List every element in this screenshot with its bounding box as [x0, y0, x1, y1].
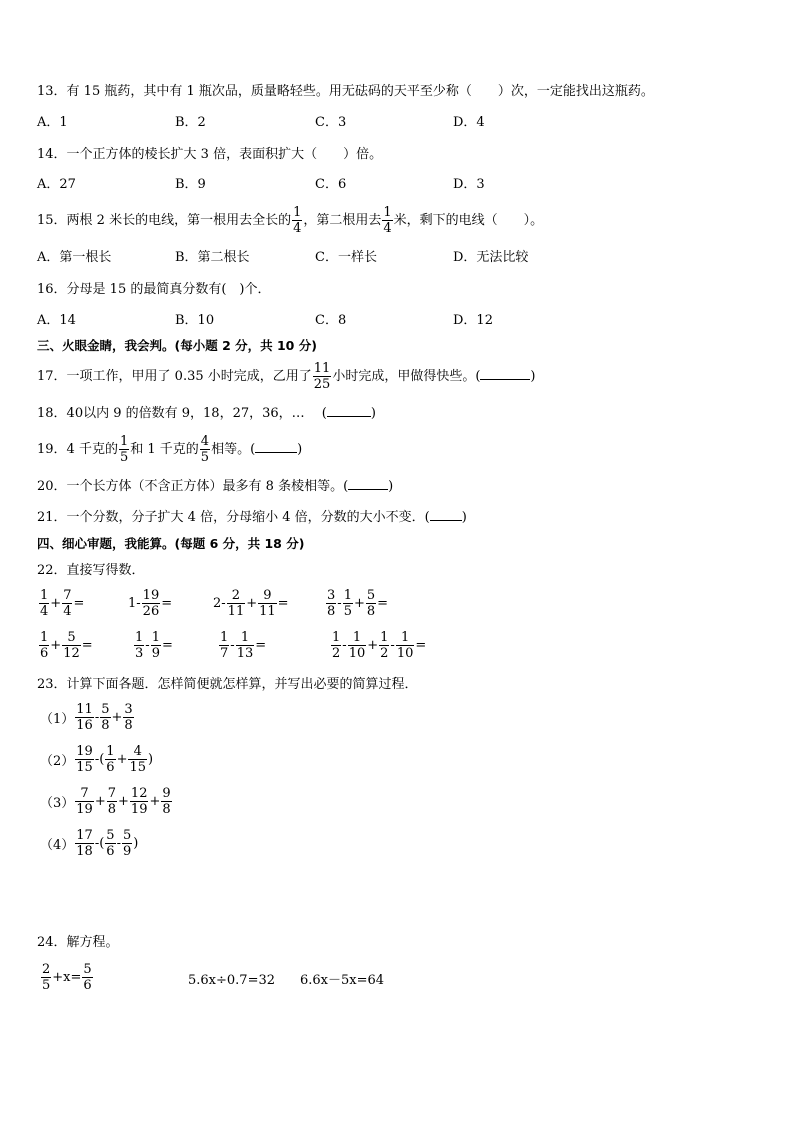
fraction: $\frac{1}{9}$ — [151, 630, 160, 661]
q15-option-d: D．无法比较 — [453, 250, 529, 265]
fraction: $\frac{11}{25}$ — [313, 361, 331, 392]
q24-equation-2: 5.6x÷0.7=32 — [188, 973, 276, 988]
question-13: 13．有 15 瓶药，其中有 1 瓶次品，质量略轻些。用无砝码的天平至少称（ ）次，一定能找出这瓶药。 — [37, 84, 654, 99]
section-4-heading: 四、细心审题，我能算。(每题 6 分，共 18 分) — [37, 536, 305, 551]
fraction: $\frac{3}{8}$ — [124, 702, 133, 733]
question-15: 15．两根 2 米长的电线，第一根用去全长的 $\frac{1}{4}$ ，第二根用去 $\frac{1}{4}$ 米，剩下的电线（ ）。 — [37, 205, 544, 236]
q16-option-a: A．14 — [37, 313, 76, 328]
question-17: 17．一项工作，甲用了 0.35 小时完成，乙用了 $\frac{11}{25}$ 小时完成，甲做得快些。( ) — [37, 361, 536, 392]
question-18: 18．40以内 9 的倍数有 9，18，27，36，… ( ) — [37, 406, 376, 421]
answer-blank[interactable] — [348, 478, 388, 490]
fraction: $\frac{1}{7}$ — [220, 630, 229, 661]
fraction: $\frac{7}{8}$ — [107, 786, 117, 817]
q22-expr-7: $\frac{1}{7}$ - $\frac{1}{13}$ = — [220, 630, 267, 661]
fraction: $\frac{5}{8}$ — [366, 588, 376, 619]
fraction: $\frac{5}{6}$ — [83, 962, 92, 993]
q15-option-a: A．第一根长 — [37, 250, 112, 265]
fraction: $\frac{1}{2}$ — [380, 630, 389, 661]
fraction: $\frac{2}{11}$ — [227, 588, 245, 619]
q22-expr-5: $\frac{1}{6}$ + $\frac{5}{12}$ = — [40, 630, 93, 661]
q13-option-a: A．1 — [37, 115, 68, 130]
fraction: $\frac{12}{19}$ — [130, 786, 148, 817]
q14-option-d: D．3 — [453, 177, 485, 192]
q13-option-c: C．3 — [315, 115, 347, 130]
fraction: $\frac{3}{8}$ — [327, 588, 336, 619]
fraction: $\frac{11}{16}$ — [76, 702, 93, 733]
answer-blank[interactable] — [480, 368, 530, 380]
question-16: 16．分母是 15 的最简真分数有( )个． — [37, 282, 271, 297]
fraction: $\frac{5}{8}$ — [101, 702, 110, 733]
q23-part-4: （4） $\frac{17}{18}$ -( $\frac{5}{6}$ - $\frac{5}{9}$ ) — [40, 828, 139, 859]
fraction: $\frac{9}{11}$ — [259, 588, 276, 619]
answer-blank[interactable] — [327, 405, 371, 417]
fraction: $\frac{1}{10}$ — [396, 630, 414, 661]
q16-option-b: B．10 — [175, 313, 215, 328]
q14-option-a: A．27 — [37, 177, 76, 192]
fraction: $\frac{1}{5}$ — [119, 434, 129, 465]
fraction: $\frac{17}{18}$ — [76, 828, 93, 859]
fraction: $\frac{2}{5}$ — [42, 962, 51, 993]
q23-part-2: （2） $\frac{19}{15}$ -( $\frac{1}{6}$ + $\frac{4}{15}$ ) — [40, 744, 154, 775]
fraction: $\frac{5}{6}$ — [106, 828, 115, 859]
question-22-title: 22．直接写得数． — [37, 563, 145, 578]
fraction: $\frac{1}{6}$ — [106, 744, 115, 775]
fraction: $\frac{1}{4}$ — [383, 205, 392, 236]
fraction: $\frac{1}{10}$ — [348, 630, 366, 661]
q14-option-b: B．9 — [175, 177, 206, 192]
fraction: $\frac{5}{12}$ — [63, 630, 80, 661]
fraction: $\frac{1}{6}$ — [40, 630, 49, 661]
q22-expr-1: $\frac{1}{4}$ + $\frac{7}{4}$ = — [40, 588, 85, 619]
fraction: $\frac{1}{5}$ — [343, 588, 352, 619]
q23-part-1: （1） $\frac{11}{16}$ - $\frac{5}{8}$ + $\frac{3}{8}$ — [40, 702, 133, 733]
q24-equation-3: 6.6x－5x=64 — [300, 973, 385, 988]
section-3-heading: 三、火眼金睛，我会判。(每小题 2 分，共 10 分) — [37, 338, 317, 353]
fraction: $\frac{9}{8}$ — [162, 786, 171, 817]
fraction: $\frac{19}{26}$ — [142, 588, 160, 619]
q22-expr-8: $\frac{1}{2}$ - $\frac{1}{10}$ + $\frac{1}{2}$ - $\frac{1}{10}$ = — [332, 630, 427, 661]
question-23-title: 23．计算下面各题．怎样简便就怎样算，并写出必要的简算过程． — [37, 677, 418, 692]
fraction: $\frac{4}{5}$ — [200, 434, 210, 465]
q15-option-b: B．第二根长 — [175, 250, 250, 265]
q22-expr-3: 2- $\frac{2}{11}$ + $\frac{9}{11}$ = — [213, 588, 289, 619]
q16-option-d: D．12 — [453, 313, 493, 328]
fraction: $\frac{1}{3}$ — [135, 630, 144, 661]
q23-part-3: （3） $\frac{7}{19}$ + $\frac{7}{8}$ + $\frac{12}{19}$ + $\frac{9}{8}$ — [40, 786, 171, 817]
answer-blank[interactable] — [255, 441, 297, 453]
question-20: 20．一个长方体（不含正方体）最多有 8 条棱相等。( ) — [37, 479, 394, 494]
fraction: $\frac{7}{4}$ — [63, 588, 72, 619]
fraction: $\frac{4}{15}$ — [129, 744, 147, 775]
question-14: 14．一个正方体的棱长扩大 3 倍，表面积扩大（ ）倍。 — [37, 147, 383, 162]
question-19: 19．4 千克的 $\frac{1}{5}$ 和 1 千克的 $\frac{4}{5}$ 相等。( ) — [37, 434, 303, 465]
fraction: $\frac{7}{19}$ — [76, 786, 93, 817]
fraction: $\frac{1}{4}$ — [40, 588, 49, 619]
q22-expr-2: 1- $\frac{19}{26}$ = — [128, 588, 173, 619]
fraction: $\frac{1}{2}$ — [332, 630, 341, 661]
q16-option-c: C．8 — [315, 313, 347, 328]
fraction: $\frac{5}{9}$ — [122, 828, 132, 859]
q15-option-c: C．一样长 — [315, 250, 377, 265]
q22-expr-4: $\frac{3}{8}$ - $\frac{1}{5}$ + $\frac{5}{8}$ = — [327, 588, 389, 619]
q13-option-d: D．4 — [453, 115, 485, 130]
answer-blank[interactable] — [430, 509, 462, 521]
q24-equation-1: $\frac{2}{5}$ +x= $\frac{5}{6}$ — [42, 962, 92, 993]
question-24-title: 24．解方程。 — [37, 935, 119, 950]
q13-option-b: B．2 — [175, 115, 206, 130]
question-21: 21．一个分数，分子扩大 4 倍，分母缩小 4 倍，分数的大小不变．( ) — [37, 510, 467, 525]
q14-option-c: C．6 — [315, 177, 347, 192]
fraction: $\frac{19}{15}$ — [76, 744, 93, 775]
fraction: $\frac{1}{13}$ — [236, 630, 254, 661]
q22-expr-6: $\frac{1}{3}$ - $\frac{1}{9}$ = — [135, 630, 173, 661]
fraction: $\frac{1}{4}$ — [293, 205, 302, 236]
